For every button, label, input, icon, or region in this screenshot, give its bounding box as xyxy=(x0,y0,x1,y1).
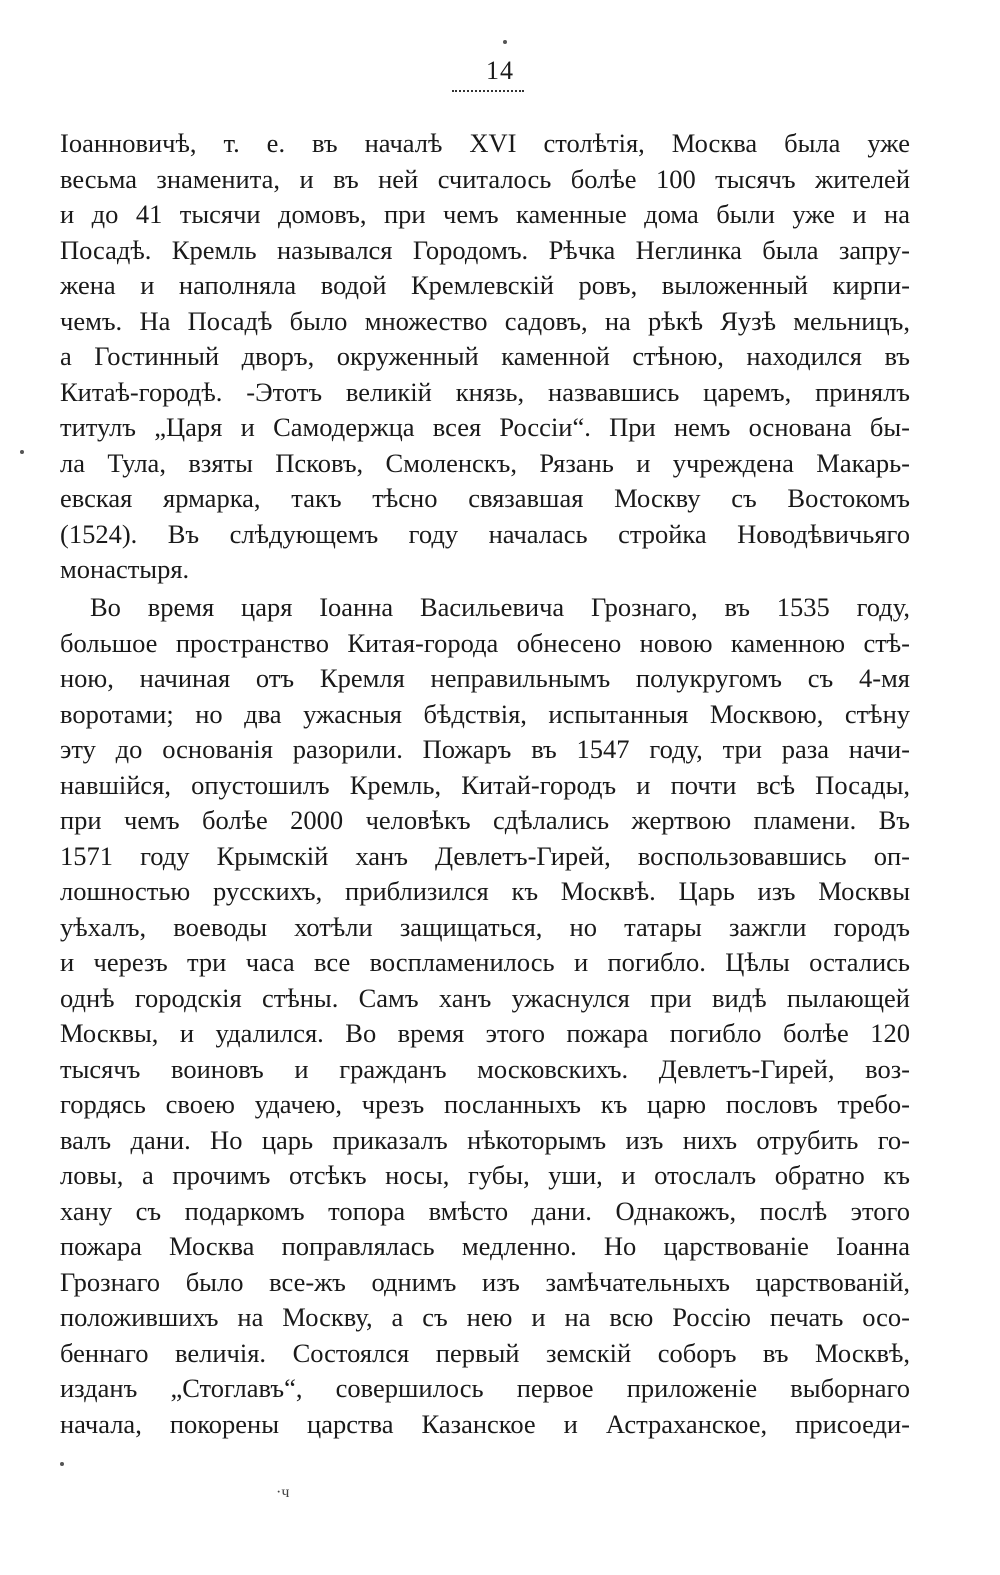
text-line: большое пространство Китая-города обнесено новою каменною стѣ- xyxy=(60,627,910,658)
text-line: Во время царя Іоанна Васильевича Грознаго, въ 1535 году, xyxy=(90,592,910,622)
text-line: весьма знаменита, и въ ней считалось болѣе 100 тысячъ жителей xyxy=(60,163,910,194)
text-line: чемъ. На Посадѣ было множество садовъ, на рѣкѣ Яузѣ мельницъ, xyxy=(60,305,910,336)
text-line: тысячъ воиновъ и гражданъ московскихъ. Девлетъ-Гирей, воз- xyxy=(60,1053,910,1084)
text-line: Москвы, и удалился. Во время этого пожара погибло болѣе 120 xyxy=(60,1018,910,1048)
paragraph-2 xyxy=(60,590,910,1442)
print-speck xyxy=(60,1462,64,1466)
text-line: хану съ подаркомъ топора вмѣсто дани. Однакожъ, послѣ этого xyxy=(60,1195,910,1226)
text-line: титулъ „Царя и Самодержца всея Россіи“. При немъ основана бы- xyxy=(60,412,910,442)
text-line: однѣ городскія стѣны. Самъ ханъ ужаснулся при видѣ пылающей xyxy=(60,982,910,1013)
text-line: жена и наполняла водой Кремлевскій ровъ, выложенный кирпи- xyxy=(60,270,910,300)
text-line: гордясь своею удачею, чрезъ посланныхъ къ царю пословъ требо- xyxy=(60,1089,910,1119)
text-line: ною, начиная отъ Кремля неправильнымъ полукругомъ съ 4-мя xyxy=(60,663,910,693)
text-line: пожара Москва поправлялась медленно. Но царствованіе Іоанна xyxy=(60,1231,910,1261)
text-line: начала, покорены царства Казанское и Астраханское, присоеди- xyxy=(60,1408,910,1439)
text-line: Китаѣ-городѣ. -Этотъ великій князь, назвавшись царемъ, принялъ xyxy=(60,376,910,407)
print-speck xyxy=(20,450,24,454)
text-line: ловы, а прочимъ отсѣкъ носы, губы, уши, и отослалъ обратно къ xyxy=(60,1160,910,1190)
text-line: ла Тула, взяты Псковъ, Смоленскъ, Рязань и учреждена Макарь- xyxy=(60,447,910,478)
text-line: изданъ „Стоглавъ“, совершилось первое приложеніе выборнаго xyxy=(60,1373,910,1403)
text-line: Посадѣ. Кремль назывался Городомъ. Рѣчка Неглинка была запру- xyxy=(60,234,910,265)
text-line: (1524). Въ слѣдующемъ году началась стройка Новодѣвичьяго xyxy=(60,518,910,549)
text-line: лошностью русскихъ, приблизился къ Москвѣ. Царь изъ Москвы xyxy=(60,876,910,906)
text-line: и до 41 тысячи домовъ, при чемъ каменные дома были уже и на xyxy=(60,199,910,229)
text-line: Грознаго было все-жъ однимъ изъ замѣчательныхъ царствованій, xyxy=(60,1266,910,1297)
text-line: воротами; но два ужасныя бѣдствія, испытанныя Москвою, стѣну xyxy=(60,698,910,729)
text-line: беннаго величія. Состоялся первый земскій соборъ въ Москвѣ, xyxy=(60,1337,910,1368)
paragraph-1 xyxy=(60,126,910,588)
text-line: Іоанновичѣ, т. е. въ началѣ XVI столѣтія, Москва была уже xyxy=(60,128,910,158)
text-line: уѣхалъ, воеводы хотѣли защищаться, но татары зажгли городъ xyxy=(60,911,910,942)
text-line: евская ярмарка, такъ тѣсно связавшая Москву съ Востокомъ xyxy=(60,483,910,513)
text-line: и черезъ три часа все воспламенилось и погибло. Цѣлы остались xyxy=(60,947,910,977)
text-line: при чемъ болѣе 2000 человѣкъ сдѣлались жертвою пламени. Въ xyxy=(60,805,910,835)
text-line: эту до основанія разорили. Пожаръ въ 1547 году, три раза начи- xyxy=(60,734,910,764)
print-speck xyxy=(503,40,507,44)
text-line: а Гостинный дворъ, окруженный каменной стѣною, находился въ xyxy=(60,341,910,371)
text-line: навшійся, опустошилъ Кремль, Китай-городъ и почти всѣ Посады, xyxy=(60,769,910,800)
text-line: положившихъ на Москву, а съ нею и на всю Россію печать осо- xyxy=(60,1302,910,1332)
text-line: 1571 году Крымскій ханъ Девлетъ-Гирей, воспользовавшись оп- xyxy=(60,840,910,871)
page-number: 14 xyxy=(486,56,514,85)
page-number-rule xyxy=(452,90,524,92)
text-line: монастыря. xyxy=(60,554,190,584)
footer-mark: ·ч xyxy=(276,1484,290,1501)
text-line: валъ дани. Но царь приказалъ нѣкоторымъ изъ нихъ отрубить го- xyxy=(60,1124,910,1155)
